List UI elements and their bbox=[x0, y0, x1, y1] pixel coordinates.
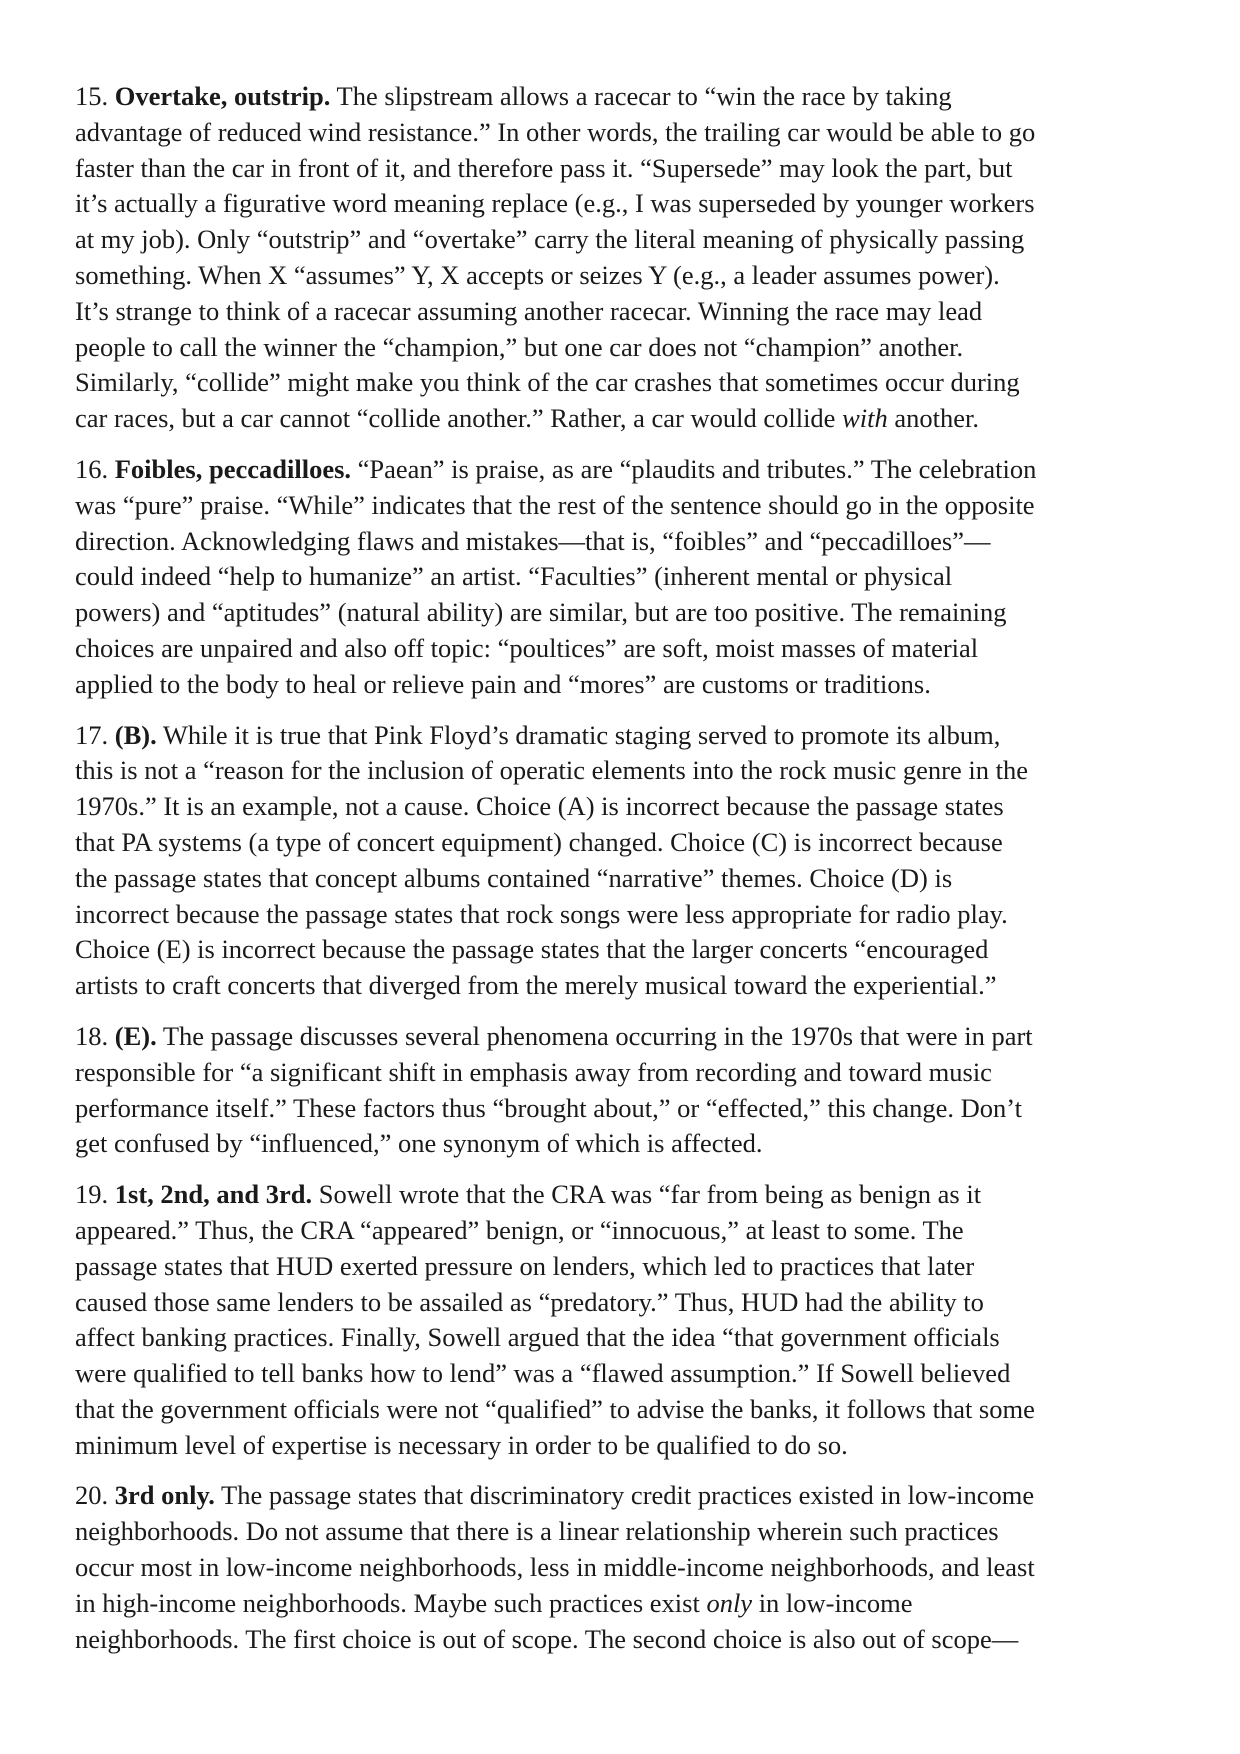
document-page bbox=[75, 79, 1185, 1672]
answer-label: (B). bbox=[114, 719, 157, 750]
answer-paragraph-17: 17. (B). While it is true that Pink Floyd’s dramatic staging served to promote its album, this is not a “reason for the inclusion of operatic elements into the rock music genre in the 1970s.” It is an example, not a cause. Choice (A) is incorrect because the passage states that PA systems (a type of concert equipment) changed. Choice (C) is incorrect because the passage states that concept albums contained “narrative” themes. Choice (D) is incorrect because the passage states that rock songs were less appropriate for radio play. Choice (E) is incorrect because the passage states that the larger concerts “encouraged artists to craft concerts that diverged from the merely musical toward the experiential.” bbox=[75, 719, 1028, 1001]
question-number: 16. bbox=[75, 453, 109, 484]
answer-label: (E). bbox=[114, 1020, 157, 1051]
answer-paragraph-19: 19. 1st, 2nd, and 3rd. Sowell wrote that the CRA was “far from being as benign as it appeared.” Thus, the CRA “appeared” benign, or “innocuous,” at least to some. The passage states that HUD exerted pressure on lenders, which led to practices that later caused those same lenders to be assailed as “predatory.” Thus, HUD had the ability to affect banking practices. Finally, Sowell argued that the idea “that government officials were qualified to tell banks how to lend” was a “flawed assumption.” If Sowell believed that the government officials were not “qualified” to advise the banks, it follows that some minimum level of expertise is necessary in order to be qualified to do so. bbox=[75, 1179, 1035, 1460]
question-number: 18. bbox=[75, 1020, 109, 1051]
answer-label: Foibles, peccadilloes. bbox=[114, 453, 352, 484]
question-number: 20. bbox=[75, 1480, 109, 1511]
question-number: 15. bbox=[75, 81, 109, 111]
answer-label: 1st, 2nd, and 3rd. bbox=[114, 1179, 313, 1210]
answer-paragraph-18: 18. (E). The passage discusses several phenomena occurring in the 1970s that were in part responsible for “a significant shift in emphasis away from recording and toward music performance itself.” These factors thus “brought about,” or “effected,” this change. Don’t get confused by “influenced,” one synonym of which is affected. bbox=[75, 1020, 1033, 1159]
question-number: 17. bbox=[75, 719, 109, 750]
answer-label: Overtake, outstrip. bbox=[114, 81, 331, 111]
answer-paragraph-20: 20. 3rd only. The passage states that discriminatory credit practices existed in low-income neighborhoods. Do not assume that there is a linear relationship wherein such practices occur most in low-income neighborhoods, less in middle-income neighborhoods, and least in high-income neighborhoods. Maybe such practices exist only in low-income neighborhoods. The first choice is out of scope. The second choice is also out of scope— bbox=[75, 1480, 1035, 1654]
question-number: 19. bbox=[75, 1179, 109, 1210]
answer-paragraph-16: 16. Foibles, peccadilloes. “Paean” is praise, as are “plaudits and tributes.” The celebration was “pure” praise. “While” indicates that the rest of the sentence should go in the opposite direction. Acknowledging flaws and mistakes—that is, “foibles” and “peccadilloes”— could indeed “help to humanize” an artist. “Faculties” (inherent mental or physical powers) and “aptitudes” (natural ability) are similar, but are too positive. The remaining choices are unpaired and also off topic: “poultices” are soft, moist masses of material applied to the body to heal or relieve pain and “mores” are customs or traditions. bbox=[75, 453, 1037, 699]
answer-paragraph-15: 15. Overtake, outstrip. The slipstream allows a racecar to “win the race by taking advantage of reduced wind resistance.” In other words, the trailing car would be able to go faster than the car in front of it, and therefore pass it. “Supersede” may look the part, but it’s actually a figurative word meaning replace (e.g., I was superseded by younger workers at my job). Only “outstrip” and “overtake” carry the literal meaning of physically passing something. When X “assumes” Y, X accepts or seizes Y (e.g., a leader assumes power). It’s strange to think of a racecar assuming another racecar. Winning the race may lead people to call the winner the “champion,” but one car does not “champion” another. Similarly, “collide” might make you think of the car crashes that sometimes occur during car races, but a car cannot “collide another.” Rather, a car would collide with another. bbox=[75, 81, 1036, 434]
answer-label: 3rd only. bbox=[114, 1480, 215, 1511]
